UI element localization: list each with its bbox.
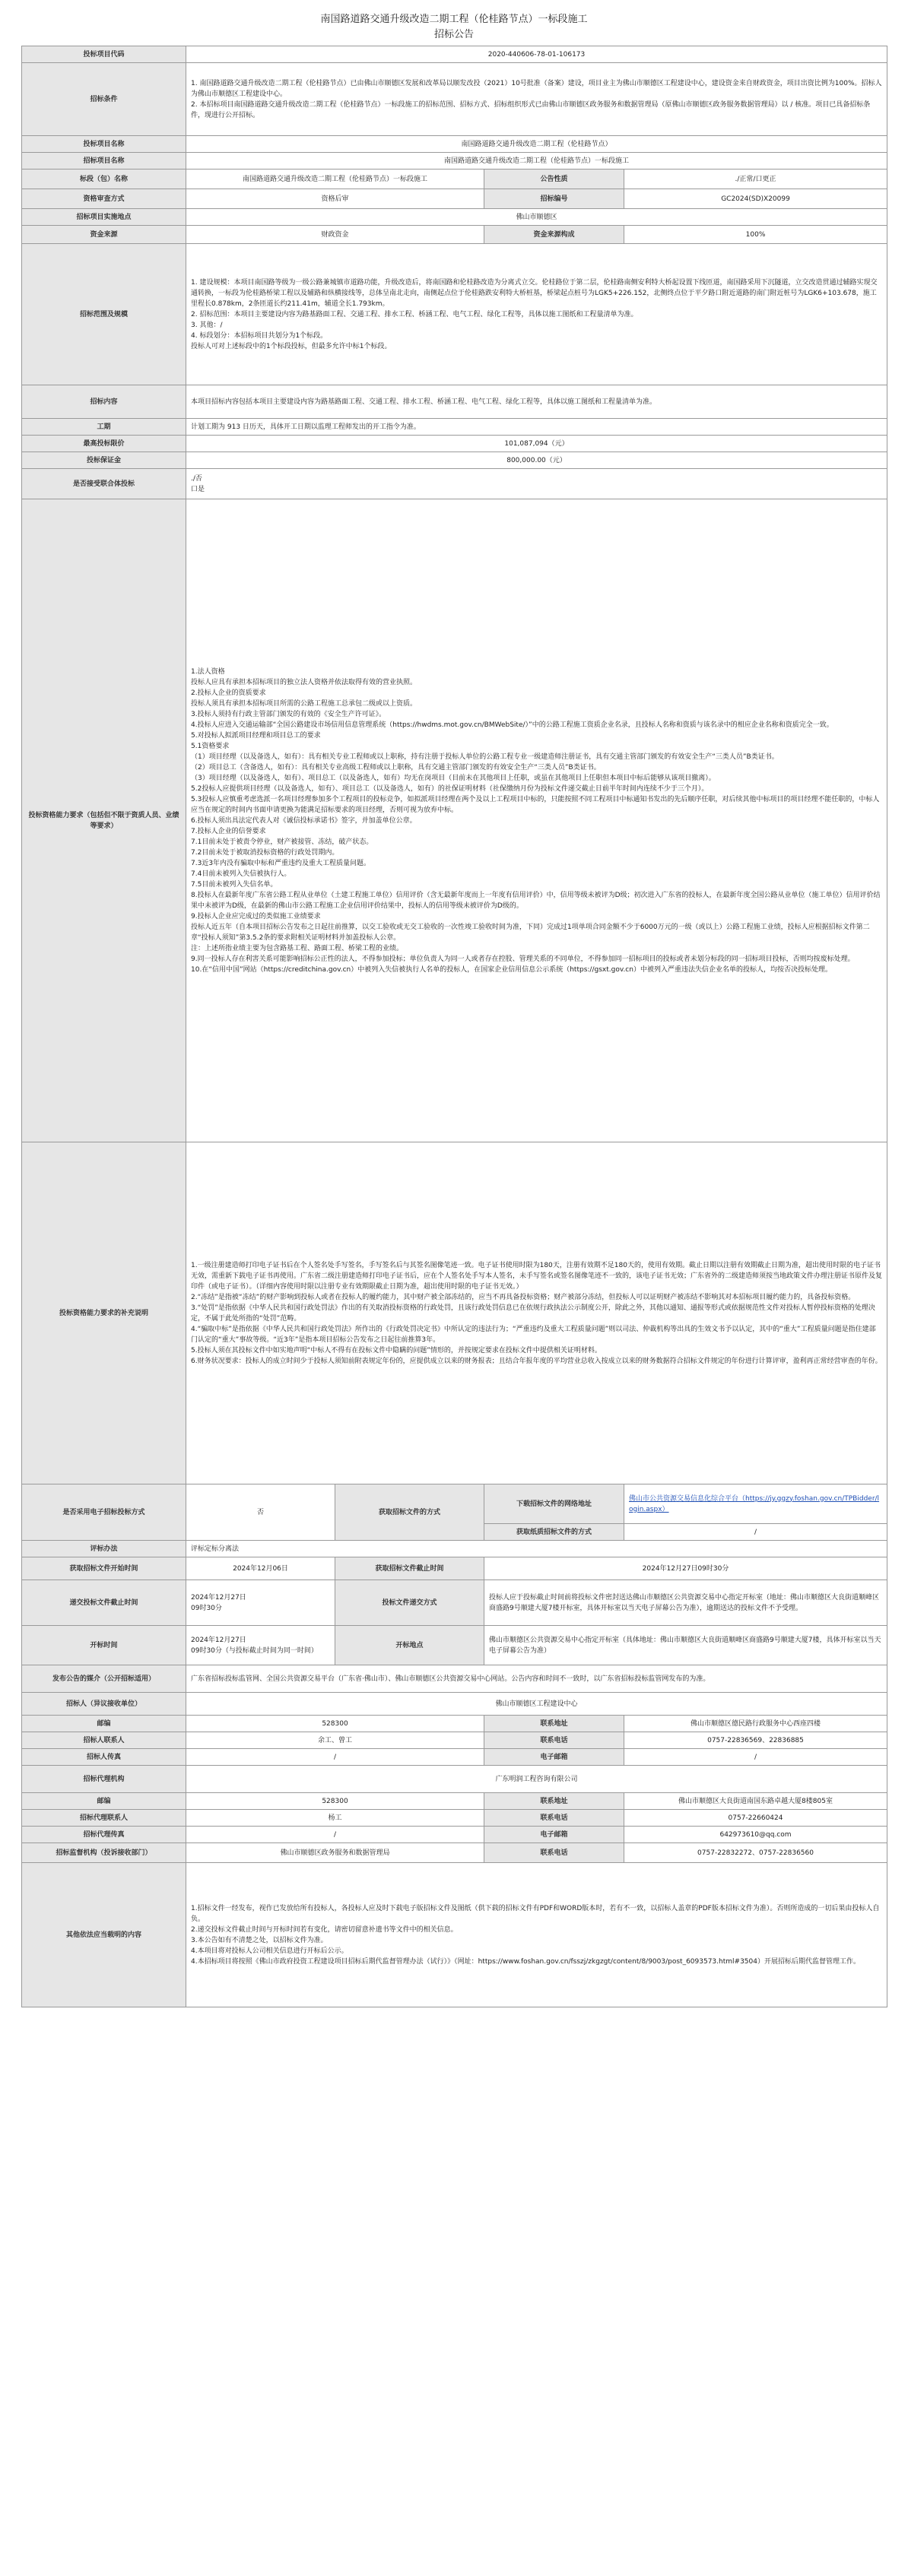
row-location: 招标项目实施地点 佛山市顺德区: [22, 209, 887, 226]
row-duration: 工期 计划工期为 913 日历天，具体开工日期以监理工程师发出的开工指令为准。: [22, 419, 887, 436]
row-agent-fax: 招标代理传真 / 电子邮箱 642973610@qq.com: [22, 1827, 887, 1843]
row-agent-zip: 邮编 528300 联系地址 佛山市顺德区大良街道南国东路卓越大厦8楼805室: [22, 1793, 887, 1810]
row-joint: 是否接受联合体投标 ./否 口是: [22, 469, 887, 499]
row-supervisor: 招标监督机构（投诉接收部门） 佛山市顺德区政务服务和数据管理局 联系电话 0757-22832272、0757-22836560: [22, 1843, 887, 1863]
row-funds: 资金来源 财政资金 资金来源构成 100%: [22, 226, 887, 244]
download-link[interactable]: 佛山市公共资源交易信息化综合平台（https://jy.ggzy.foshan.gov.cn/TPBidder/login.aspx）: [624, 1484, 887, 1524]
joint-option-yes: 口是: [191, 485, 205, 493]
row-media: 发布公告的媒介（公开招标适用） 广东省招标投标监管网、全国公共资源交易平台（广东省·佛山市）、佛山市顺德区公共资源交易中心网站。公告内容和时间不一致时，以广东省招标投标监管网发布的为准。: [22, 1665, 887, 1693]
notice-table: [21, 46, 887, 2007]
row-project-name: 投标项目名称 南国路道路交通升级改造二期工程（伦桂路节点）: [22, 136, 887, 153]
row-agent: 招标代理机构 广东明润工程咨询有限公司: [22, 1766, 887, 1793]
row-other: 其他依法应当载明的内容 1.招标文件一经发布，视作已发放给所有投标人，各投标人应及时下载电子版招标文件及图纸（供下载的招标文件有PDF和WORD版本时，若有不一致，以招标人盖章的PDF版本招标文件为准）。否则所造成的一切后果由投标人自负。 2.递交投标文件截止时间与开标时间若有变化，请密切留意补遗书等文件中的相关信息。 3.本公告如有不清楚之处，以招标文件为准。 4.本项目将对投标人公司相关信息进行开标后公示。 4.本招标项目将按照《佛山市政府投资工程建设项目招标后期代监督管理办法（试行）》（网址：https://www.foshan.gov.cn/fsszj/zkgzgt/content/8/9003/post_6093573.html#3504）开展招标后期代监督管理工作。: [22, 1863, 887, 2007]
row-electronic: 是否采用电子招标投标方式 否 获取招标文件的方式 下载招标文件的网络地址 佛山市公共资源交易信息化综合平台（https://jy.ggzy.foshan.gov.cn/TPBidder/login.aspx）: [22, 1484, 887, 1524]
row-opening: 开标时间 2024年12月27日 09时30分（与投标截止时间为同一时间） 开标地点 佛山市顺德区公共资源交易中心指定开标室（具体地址：佛山市顺德区大良街道顺峰区商盛路9号顺建大厦7楼，具体开标室以当天电子屏幕公告为准）: [22, 1626, 887, 1665]
row-scope: 招标范围及规模 1. 建设规模：本项目南国路等级为一级公路兼城镇市道路功能，升级改造后，将南国路和伦桂路改造为分离式立交。伦桂路位于第二层，伦桂路南侧安利特大桥起设置下线匝道，南国路采用下沉隧道，立交改造贯通过辅路实现交通转换，一标段为伦桂路桥梁工程以及辅路和纵横接线等，总体呈南北走向，南侧起点位于伦桂路跌安利特大桥桩基，桥梁起点桩号为LGK5+226.152，北侧终点位于平夕路口附近道路的南门附近桩号为LGK6+103.678，施工里程长0.878km，2条匝道长约211.41m，辅道全长1.793km。 2. 招标范围：本项目主要建设内容为路基路面工程、交通工程、排水工程、桥涵工程、电气工程、绿化工程等，具体以施工图纸和工程量清单为准。 3. 其他：/ 4. 标段划分：本招标项目共划分为1个标段。 投标人可对上述标段中的1个标段投标，但最多允许中标1个标段。: [22, 244, 887, 385]
row-tenderer-zip: 邮编 528300 联系地址 佛山市顺德区德民路行政服务中心西座四楼: [22, 1716, 887, 1732]
row-notes: 投标资格能力要求的补充说明 1.一级注册建造师打印电子证书后在个人签名处手写签名，手写签名后与其签名图像笔迹一致。电子证书使用时限为180天，注册有效期不足180天的，使用有效期。截止日期以注册有效期截止日期为准，超出使用时限的电子证书无效，需重新下载电子证书再使用。广东省二级注册建造师打印电子证书后，应在个人签名处手写本人签名，未手写签名或签名图像笔迹不一致的，该电子证书无效；广东省外的二级建造师须按当地政策文件办理注册证书原件及复印件（或电子证书）。（详细内容使用时限以注册专业有效期限截止日期为准，超出使用时限的电子证书无效。） 2.“冻结”是指被“冻结”的财产影响到投标人或者在投标人的履约能力，其中财产被全部冻结的，应当不再具备投标资格；财产被部分冻结，但投标人可以证明财产被冻结不影响其对本招标项目履约能力的，具备投标资格。 3.“处罚”是指依据《中华人民共和国行政处罚法》作出的有关取消投标资格的行政处罚，且该行政处罚信息已在依规行政执法公示制度公开，除此之外，其他以通知、通报等形式或依据规范性文件对投标人暂停投标资格的处理决定，不属于此处所指的“处罚”范畴。 4.“骗取中标”是指依据《中华人民共和国行政处罚法》所作出的《行政处罚决定书》中所认定的违法行为；“严重违约及重大工程质量问题”则以司法、仲裁机构等出具的生效文书予以认定，其中的“重大”工程质量问题是指住建部门认定的“重大”事故等级。“近3年”是指本项目招标公告发布之日起往前推算3年。 5.投标人须在其投标文件中如实地声明“中标人不得有在投标文件中隐瞒的问题”情形的，并按规定要求在投标文件中提供相关证明材料。 6.财务状况要求：投标人的成立时间少于投标人须知前附表规定年份的，应提供成立以来的财务报表；且结合年报年度的平均营业总收入按成立以来的财务数据符合招标文件规定的年份进行计算评审，盈利再正常经营审查的年份。: [22, 1142, 887, 1484]
row-tenderer: 招标人（异议接收单位） 佛山市顺德区工程建设中心: [22, 1693, 887, 1716]
row-content: 招标内容 本项目招标内容包括本项目主要建设内容为路基路面工程、交通工程、排水工程、桥涵工程、电气工程、绿化工程等，具体以施工图纸和工程量清单为准。: [22, 385, 887, 419]
row-bid-project-name: 招标项目名称 南国路道路交通升级改造二期工程（伦桂路节点）一标段施工: [22, 153, 887, 170]
row-agent-contact: 招标代理联系人 杨工 联系电话 0757-22660424: [22, 1810, 887, 1827]
row-submit: 递交投标文件截止时间 2024年12月27日 09时30分 投标文件递交方式 投标人应于投标截止时间前将投标文件密封送达佛山市顺德区公共资源交易中心指定开标室（地址：佛山市顺德区大良街道顺峰区商盛路9号顺建大厦7楼开标室，具体开标室以当天电子屏幕公告为准），逾期送达的投标文件不予受理。: [22, 1580, 887, 1626]
row-qualification: 资格审查方式 资格后审 招标编号 GC2024(SD)X20099: [22, 189, 887, 209]
row-requirements: 投标资格能力要求（包括但不限于资质人员、业绩等要求） 1.法人资格 投标人应具有承担本招标项目的独立法人资格并依法取得有效的营业执照。 2.投标人企业的资质要求 投标人须具有承担本招标项目所需的公路工程施工总承包二级或以上资质。 3.投标人须持有行政主管部门颁发的有效的《安全生产许可证》。 4.投标人应进入交通运输部“全国公路建设市场信用信息管理系统（https://hwdms.mot.gov.cn/BMWebSite/）”中的公路工程施工资质企业名录，且投标人名称和资质与该名录中的相应企业名称和资质完全一致。 5.对投标人拟派项目经理和项目总工的要求 5.1资格要求 （1）项目经理（以及备选人，如有）：具有相关专业工程师或以上职称，持有注册于投标人单位的公路工程专业一级建造师注册证书，具有交通主管部门颁发的有效安全生产“三类人员”B类证书。 （2）项目总工（含备选人，如有）：具有相关专业高级工程师或以上职称，具有交通主管部门颁发的有效安全生产“三类人员”B类证书。 （3）项目经理（以及备选人，如有）、项目总工（以及备选人，如有）均无在岗项目（目前未在其他项目上任职，或虽在其他项目上任职但本项目中标后能够从该项目撤离）。 5.2投标人应提供项目经理（以及备选人，如有）、项目总工（以及备选人，如有）的社保证明材料（社保缴纳月份为投标文件递交截止日前半年时间内连续不少于三个月）。 5.3投标人应慎重考虑选派一名项目经理参加多个工程项目的投标竞争，如拟派项目经理在两个及以上工程项目中标的，只能按照不同工程项目中标通知书发出的先后顺序任职，对后续其他中标项目的项目经理不能任职的，中标人应当在规定的时间内书面申请更换为能满足招标要求的项目经理，否则可视为放弃中标。 6.投标人须出具法定代表人对《诚信投标承诺书》签字，并加盖单位公章。 7.投标人企业的信誉要求 7.1目前未处于被责令停业，财产被接管、冻结，破产状态。 7.2目前未处于被取消投标资格的行政处罚期内。 7.3近3年内没有骗取中标和严重违约及重大工程质量问题。 7.4目前未被列入失信被执行人。 7.5目前未被列入失信名单。 8.投标人在最新年度广东省公路工程从业单位（土建工程施工单位）信用评价（含无最新年度而上一年度有信用评价）中，信用等级未被评为D级；初次进入广东省的投标人，在最新年度全国公路从业单位（施工单位）信用评价结果中未被评为D级，在最新的佛山市公路工程施工企业信用评价结果中，投标人的信用等级未被评价为D级的。 9.投标人企业应完成过的类似施工业绩要求 投标人近五年（自本项目招标公告发布之日起往前推算，以交工验收或无交工验收的一次性竣工验收时间为准，下同）完成过1项单项合同金额不少于6000万元的一级（或以上）公路工程施工业绩，投标人应根据招标文件第二章“投标人须知”第3.5.2条的要求附相关证明材料并加盖投标人公章。 注：上述所指业绩主要为包含路基工程、路面工程、桥梁工程的业绩。 9.同一投标人存在利害关系可能影响招标公正性的法人，不得参加投标；单位负责人为同一人或者存在控股、管理关系的不同单位，不得参加同一招标项目的投标或者未划分标段的同一招标项目投标，否则均按废标处理。 10.在“信用中国”网站（https://creditchina.gov.cn）中被列入失信被执行人名单的投标人，在国家企业信用信息公示系统（https://gsxt.gov.cn）中被列入严重违法失信企业名单的投标人，均按否决投标处理。: [22, 499, 887, 1142]
row-section: 标段（包）名称 南国路道路交通升级改造二期工程（伦桂路节点）一标段施工 公告性质 ./正常/口更正: [22, 170, 887, 189]
row-tenderer-contact: 招标人联系人 余工、曾工 联系电话 0757-22836569、22836885: [22, 1732, 887, 1749]
notice-title: 南国路道路交通升级改造二期工程（伦桂路节点）一标段施工: [320, 14, 588, 25]
row-eval: 评标办法 评标定标分离法: [22, 1541, 887, 1557]
row-tenderer-fax: 招标人传真 / 电子邮箱 /: [22, 1749, 887, 1766]
row-project-code: 投标项目代码 2020-440606-78-01-106173: [22, 46, 887, 63]
notice-subtitle: 招标公告: [433, 29, 474, 40]
row-conditions: 招标条件 1. 南国路道路交通升级改造二期工程（伦桂路节点）已由佛山市顺德区发展和改革局以顺发改投（2021）10号批准（备案）建设，项目业主为佛山市顺德区工程建设中心，建设资金来自财政资金，项目出资比例为100%。招标人为佛山市顺德区工程建设中心。 2. 本招标项目南国路道路交通升级改造二期工程（伦桂路节点）一标段施工的招标范围、招标方式、招标组织形式已由佛山市顺德区政务服务和数据管理局（原佛山市顺德区政务服务数据管理局）以 / 核准。项目已具备招标条件，现进行公开招标。: [22, 63, 887, 136]
other-text: 1.招标文件一经发布，视作已发放给所有投标人，各投标人应及时下载电子版招标文件及图纸（供下载的招标文件有PDF和WORD版本时，若有不一致，以招标人盖章的PDF版本招标文件为准）。否则所造成的一切后果由投标人自负。 2.递交投标文件截止时间与开标时间若有变化，请密切留意补遗书等文件中的相关信息。 3.本公告如有不清楚之处，以招标文件为准。 4.本项目将对投标人公司相关信息进行开标后公示。 4.本招标项目将按照《佛山市政府投资工程建设项目招标后期代监督管理办法（试行）》（网址：https://www.foshan.gov.cn/fsszj/zkgzgt/content/8/9003/post_6093573.html#3504）开展招标后期代监督管理工作。: [186, 1863, 887, 2007]
conditions-text: 1. 南国路道路交通升级改造二期工程（伦桂路节点）已由佛山市顺德区发展和改革局以顺发改投（2021）10号批准（备案）建设，项目业主为佛山市顺德区工程建设中心，建设资金来自财政资金，项目出资比例为100%。招标人为佛山市顺德区工程建设中心。 2. 本招标项目南国路道路交通升级改造二期工程（伦桂路节点）一标段施工的招标范围、招标方式、招标组织形式已由佛山市顺德区政务服务和数据管理局（原佛山市顺德区政务服务数据管理局）以 / 核准。项目已具备招标条件，现进行公开招标。: [186, 63, 887, 136]
row-max-price: 最高投标限价 101,087,094（元）: [22, 436, 887, 452]
row-times: 获取招标文件开始时间 2024年12月06日 获取招标文件截止时间 2024年12月27日09时30分: [22, 1557, 887, 1580]
scope-text: 1. 建设规模：本项目南国路等级为一级公路兼城镇市道路功能，升级改造后，将南国路和伦桂路改造为分离式立交。伦桂路位于第二层，伦桂路南侧安利特大桥起设置下线匝道，南国路采用下沉隧道，立交改造贯通过辅路实现交通转换，一标段为伦桂路桥梁工程以及辅路和纵横接线等，总体呈南北走向，南侧起点位于伦桂路跌安利特大桥桩基，桥梁起点桩号为LGK5+226.152，北侧终点位于平夕路口附近道路的南门附近桩号为LGK6+103.678，施工里程长0.878km，2条匝道长约211.41m，辅道全长1.793km。 2. 招标范围：本项目主要建设内容为路基路面工程、交通工程、排水工程、桥涵工程、电气工程、绿化工程等，具体以施工图纸和工程量清单为准。 3. 其他：/ 4. 标段划分：本招标项目共划分为1个标段。 投标人可对上述标段中的1个标段投标，但最多允许中标1个标段。: [186, 244, 887, 385]
row-deposit: 投标保证金 800,000.00（元）: [22, 452, 887, 469]
notes-text: 1.一级注册建造师打印电子证书后在个人签名处手写签名，手写签名后与其签名图像笔迹一致。电子证书使用时限为180天，注册有效期不足180天的，使用有效期。截止日期以注册有效期截止日期为准，超出使用时限的电子证书无效，需重新下载电子证书再使用。广东省二级注册建造师打印电子证书后，应在个人签名处手写本人签名，未手写签名或签名图像笔迹不一致的，该电子证书无效；广东省外的二级建造师须按当地政策文件办理注册证书原件及复印件（或电子证书）。（详细内容使用时限以注册专业有效期限截止日期为准，超出使用时限的电子证书无效。） 2.“冻结”是指被“冻结”的财产影响到投标人或者在投标人的履约能力，其中财产被全部冻结的，应当不再具备投标资格；财产被部分冻结，但投标人可以证明财产被冻结不影响其对本招标项目履约能力的，具备投标资格。 3.“处罚”是指依据《中华人民共和国行政处罚法》作出的有关取消投标资格的行政处罚，且该行政处罚信息已在依规行政执法公示制度公开，除此之外，其他以通知、通报等形式或依据规范性文件对投标人暂停投标资格的处理决定，不属于此处所指的“处罚”范畴。 4.“骗取中标”是指依据《中华人民共和国行政处罚法》所作出的《行政处罚决定书》中所认定的违法行为；“严重违约及重大工程质量问题”则以司法、仲裁机构等出具的生效文书予以认定，其中的“重大”工程质量问题是指住建部门认定的“重大”事故等级。“近3年”是指本项目招标公告发布之日起往前推算3年。 5.投标人须在其投标文件中如实地声明“中标人不得有在投标文件中隐瞒的问题”情形的，并按规定要求在投标文件中提供相关证明材料。 6.财务状况要求：投标人的成立时间少于投标人须知前附表规定年份的，应提供成立以来的财务报表；且结合年报年度的平均营业总收入按成立以来的财务数据符合招标文件规定的年份进行计算评审，盈利再正常经营审查的年份。: [186, 1142, 887, 1484]
joint-option-no: ./否: [191, 474, 202, 483]
row-electronic-paper: 获取纸质招标文件的方式 /: [22, 1524, 887, 1541]
requirements-text: 1.法人资格 投标人应具有承担本招标项目的独立法人资格并依法取得有效的营业执照。 2.投标人企业的资质要求 投标人须具有承担本招标项目所需的公路工程施工总承包二级或以上资质。 3.投标人须持有行政主管部门颁发的有效的《安全生产许可证》。 4.投标人应进入交通运输部“全国公路建设市场信用信息管理系统（https://hwdms.mot.gov.cn/BMWebSite/）”中的公路工程施工资质企业名录，且投标人名称和资质与该名录中的相应企业名称和资质完全一致。 5.对投标人拟派项目经理和项目总工的要求 5.1资格要求 （1）项目经理（以及备选人，如有）：具有相关专业工程师或以上职称，持有注册于投标人单位的公路工程专业一级建造师注册证书，具有交通主管部门颁发的有效安全生产“三类人员”B类证书。 （2）项目总工（含备选人，如有）：具有相关专业高级工程师或以上职称，具有交通主管部门颁发的有效安全生产“三类人员”B类证书。 （3）项目经理（以及备选人，如有）、项目总工（以及备选人，如有）均无在岗项目（目前未在其他项目上任职，或虽在其他项目上任职但本项目中标后能够从该项目撤离）。 5.2投标人应提供项目经理（以及备选人，如有）、项目总工（以及备选人，如有）的社保证明材料（社保缴纳月份为投标文件递交截止日前半年时间内连续不少于三个月）。 5.3投标人应慎重考虑选派一名项目经理参加多个工程项目的投标竞争，如拟派项目经理在两个及以上工程项目中标的，只能按照不同工程项目中标通知书发出的先后顺序任职，对后续其他中标项目的项目经理不能任职的，中标人应当在规定的时间内书面申请更换为能满足招标要求的项目经理，否则可视为放弃中标。 6.投标人须出具法定代表人对《诚信投标承诺书》签字，并加盖单位公章。 7.投标人企业的信誉要求 7.1目前未处于被责令停业，财产被接管、冻结，破产状态。 7.2目前未处于被取消投标资格的行政处罚期内。 7.3近3年内没有骗取中标和严重违约及重大工程质量问题。 7.4目前未被列入失信被执行人。 7.5目前未被列入失信名单。 8.投标人在最新年度广东省公路工程从业单位（土建工程施工单位）信用评价（含无最新年度而上一年度有信用评价）中，信用等级未被评为D级；初次进入广东省的投标人，在最新年度全国公路从业单位（施工单位）信用评价结果中未被评为D级，在最新的佛山市公路工程施工企业信用评价结果中，投标人的信用等级未被评价为D级的。 9.投标人企业应完成过的类似施工业绩要求 投标人近五年（自本项目招标公告发布之日起往前推算，以交工验收或无交工验收的一次性竣工验收时间为准，下同）完成过1项单项合同金额不少于6000万元的一级（或以上）公路工程施工业绩，投标人应根据招标文件第二章“投标人须知”第3.5.2条的要求附相关证明材料并加盖投标人公章。 注：上述所指业绩主要为包含路基工程、路面工程、桥梁工程的业绩。 9.同一投标人存在利害关系可能影响招标公正性的法人，不得参加投标；单位负责人为同一人或者存在控股、管理关系的不同单位，不得参加同一招标项目的投标或者未划分标段的同一招标项目投标，否则均按废标处理。 10.在“信用中国”网站（https://creditchina.gov.cn）中被列入失信被执行人名单的投标人，在国家企业信用信息公示系统（https://gsxt.gov.cn）中被列入严重违法失信企业名单的投标人，均按否决投标处理。: [186, 499, 887, 1142]
